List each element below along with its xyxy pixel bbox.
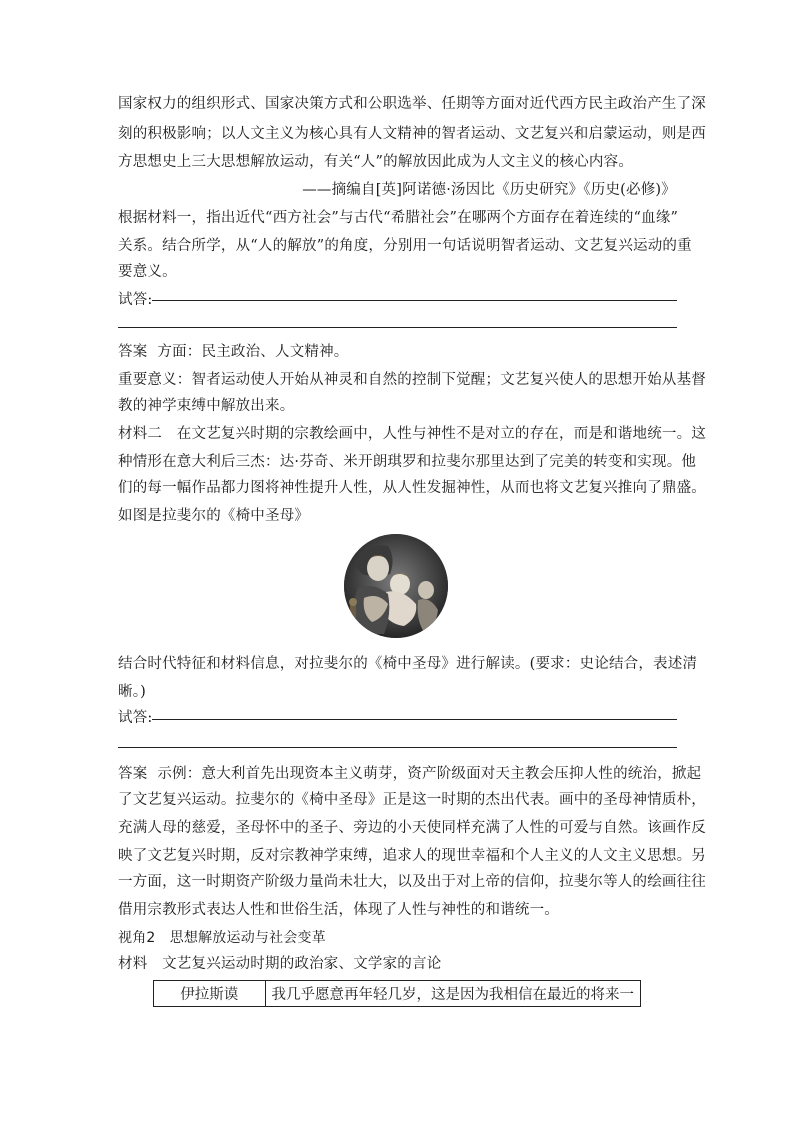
para1-line1: 国家权力的组织形式、国家决策方式和公职选举、任期等方面对近代西方民主政治产生了深 [118,96,706,112]
material2-line4: 如图是拉斐尔的《椅中圣母》 [118,508,310,524]
painting-figures [344,534,448,638]
answer-prompt-1: 试答: [118,292,153,308]
answer2-text: 示例：意大利首先出现资本主义萌芽，资产阶级面对天主教会压抑人性的统治，掀起 [157,766,702,782]
material2-line1: 材料二 在文艺复兴时期的宗教绘画中，人性与神性不是对立的存在，而是和谐地统一。这 [118,426,706,442]
answer-prompt-2: 试答: [118,710,153,726]
answer-label: 答案 [118,766,148,782]
para1-line2: 刻的积极影响；以人文主义为核心具有人文精神的智者运动、文艺复兴和启蒙运动，则是西 [118,126,706,142]
answer2-line1 [118,764,701,784]
question1-line2: 关系。结合所学，从“人的解放”的角度，分别用一句话说明智者运动、文艺复兴运动的重 [118,238,692,254]
madonna-della-seggiola-painting [344,534,448,638]
source-citation: ——摘编自[英]阿诺德·汤因比《历史研究》《历史(必修)》 [302,182,676,198]
answer2-line6: 借用宗教形式表达人性和世俗生活，体现了人性与神性的和谐统一。 [118,902,559,918]
speaker-cell: 伊拉斯谟 [154,981,266,1007]
question2-line2: 晰。) [118,684,147,700]
answer2-line5: 一方面，这一时期资产阶级力量尚未壮大，以及出于对上帝的信仰，拉斐尔等人的绘画往往 [118,874,706,890]
answer1-line3: 教的神学束缚中解放出来。 [118,398,295,414]
quote-cell: 我几乎愿意再年轻几岁，这是因为我相信在最近的将来一 [265,981,641,1007]
quotes-table [153,980,641,1007]
answer1-text: 方面：民主政治、人文精神。 [157,344,349,360]
answer2-line2: 了文艺复兴运动。拉斐尔的《椅中圣母》正是这一时期的杰出代表。画中的圣母神情质朴， [118,792,706,808]
section-heading: 视角2 思想解放运动与社会变革 [118,930,326,946]
material2-line2: 种情形在意大利后三杰：达·芬奇、米开朗琪罗和拉斐尔那里达到了完美的转变和实现。他 [118,454,697,470]
answer-line-2a[interactable] [152,719,677,720]
question1-line1: 根据材料一，指出近代“西方社会”与古代“希腊社会”在哪两个方面存在着连续的“血缘” [118,210,679,226]
answer-line-1a[interactable] [152,300,677,301]
answer1-line2: 重要意义：智者运动使人开始从神灵和自然的控制下觉醒；文艺复兴使人的思想开始从基督 [118,372,706,388]
question2-line1: 结合时代特征和材料信息，对拉斐尔的《椅中圣母》进行解读。(要求：史论结合，表述清 [118,656,698,672]
answer2-line4: 映了文艺复兴时期，反对宗教神学束缚，追求人的现世幸福和个人主义的人文主义思想。另 [118,848,706,864]
answer2-line3: 充满人母的慈爱，圣母怀中的圣子、旁边的小天使同样充满了人性的可爱与自然。该画作反 [118,820,706,836]
para1-line3: 方思想史上三大思想解放运动，有关“人”的解放因此成为人文主义的核心内容。 [118,154,634,170]
table-row [154,981,641,1007]
material2-line3: 们的每一幅作品都力图将神性提升人性，从人性发掘神性，从而也将文艺复兴推向了鼎盛。 [118,480,706,496]
answer1-line1 [118,342,349,362]
question1-line3: 要意义。 [118,264,177,280]
answer-line-2b[interactable] [118,747,677,748]
material-heading: 材料 文艺复兴运动时期的政治家、文学家的言论 [118,956,442,972]
answer-label: 答案 [118,344,148,360]
answer-line-1b[interactable] [118,327,677,328]
